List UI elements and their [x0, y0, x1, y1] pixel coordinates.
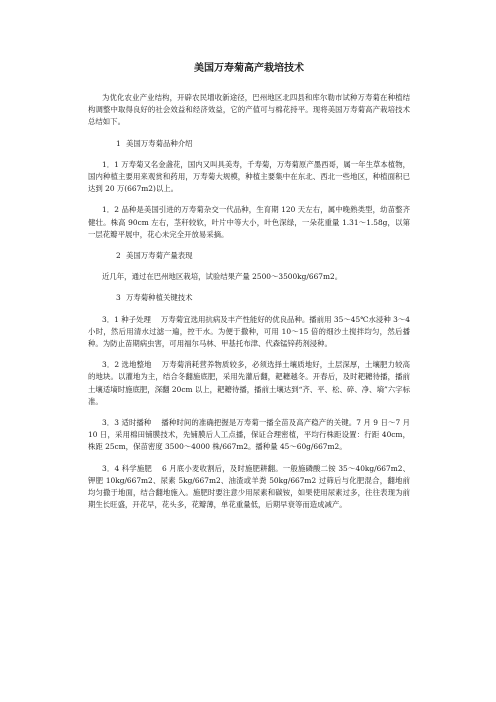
section-2-paragraph-1: 近几年，通过在巴州地区栽培，试验结果产量 2500～3500kg/667m2。: [102, 272, 343, 282]
section-heading-2: [88, 250, 410, 262]
subsection-text: 万寿菊宜选用抗病及丰产性能好的优良品种。播前用 35～45℃水浸种 3～4 小时，然后用清水过滤一遍，控干水。为便于撒种，可用 10～15 倍的细沙土搅拌均匀，然后播种。为防止苗期病虫害，可用福尔马林、甲基托布津、代森锰锌药剂浸种。: [88, 314, 410, 349]
subsection-label: 3．4 科学施肥: [102, 463, 152, 473]
subsection-3-2: [88, 359, 410, 408]
section-1-paragraph-2: 1．2 品种是美国引进的万寿菊杂交一代品种，生育期 120 天左右，属中晚熟类型，幼苗整齐健壮。株高 90cm 左右，茎秆较软，叶片中等大小，叶色深绿，一朵花重量 1.31～1.58g，以第一层花瓣平展中，花心未完全开放易采摘。: [88, 205, 410, 239]
section-title: 美国万寿菊品种介绍: [126, 138, 193, 148]
section-title: 美国万寿菊产量表现: [126, 251, 193, 261]
subsection-3-1: [88, 314, 410, 351]
subsection-text: 6 月底小麦收割后，及时施肥耕翻。一般施磷酸二铵 35～40kg/667m2、钾肥 10kg/667m2、尿素 5kg/667m2、油渣或羊粪 50kg/667m2 过筛后与化肥混合，翻地前均匀撒于地面，结合翻地施入。施肥时要注意少用尿素和碳铵，如果使用尿素过多，往往表现为前期生长旺盛，开花早，花头多，花瓣薄，单花重量低，后期早衰等而造成减产。: [88, 463, 410, 510]
section-number: 3: [116, 293, 121, 303]
subsection-label: 3．2 选地整地: [102, 360, 152, 370]
section-number: 2: [116, 251, 121, 261]
section-number: 1: [116, 138, 121, 148]
subsection-3-3: [88, 417, 410, 454]
section-title: 万寿菊种植关键技术: [126, 293, 193, 303]
section-heading-1: [88, 138, 410, 150]
subsection-label: 3．1 种子处理: [102, 314, 151, 324]
subsection-3-4: [88, 463, 410, 512]
intro-paragraph: 为优化农业产业结构，开辟农民增收新途径，巴州地区北四县和库尔勒市试种万寿菊在种植结构调整中取得良好的社会效益和经济效益，它的产值可与棉花持平。现将美国万寿菊高产栽培技术总结如下。: [88, 93, 410, 127]
subsection-text: 播种时间的准确把握是万寿菊一播全苗及高产稳产的关键。7 月 9 日～7 月 10 日，采用棉田铺膜技术，先铺膜后人工点播，保证合理密植，平均行株距设置：行距 40cm，株距 25cm，保苗密度 3500～4000 株/667m2。播种量 45～60g/667m2。: [88, 418, 410, 452]
subsection-text: 万寿菊消耗营养物质较多，必须选择土壤质地好，土层深厚，土壤肥力较高的地块。以灌地为主，结合冬翻施底肥，采用先灌后翻，耙耱越冬。开春后，及时耙耱待播，播前土壤适墒时施底肥，深翻 20cm 以上，耙耱待播，播前土壤达到“齐、平、松、碎、净、墒”六字标准。: [88, 360, 410, 406]
subsection-label: 3．3 适时播种: [102, 418, 152, 428]
document-title: 美国万寿菊高产栽培技术: [194, 63, 304, 74]
document-page: [88, 62, 410, 520]
section-1-paragraph-1: 1．1 万寿菊又名金盏花，国内又叫具美寿，千寿菊，万寿菊原产墨西哥，属一年生草本植物，国内种植主要用来观赏和药用，万寿菊大规模，种植主要集中在东北、西北一些地区，种植面积已达到 20 万(667m2)以上。: [88, 159, 410, 194]
section-heading-3: [88, 292, 410, 304]
